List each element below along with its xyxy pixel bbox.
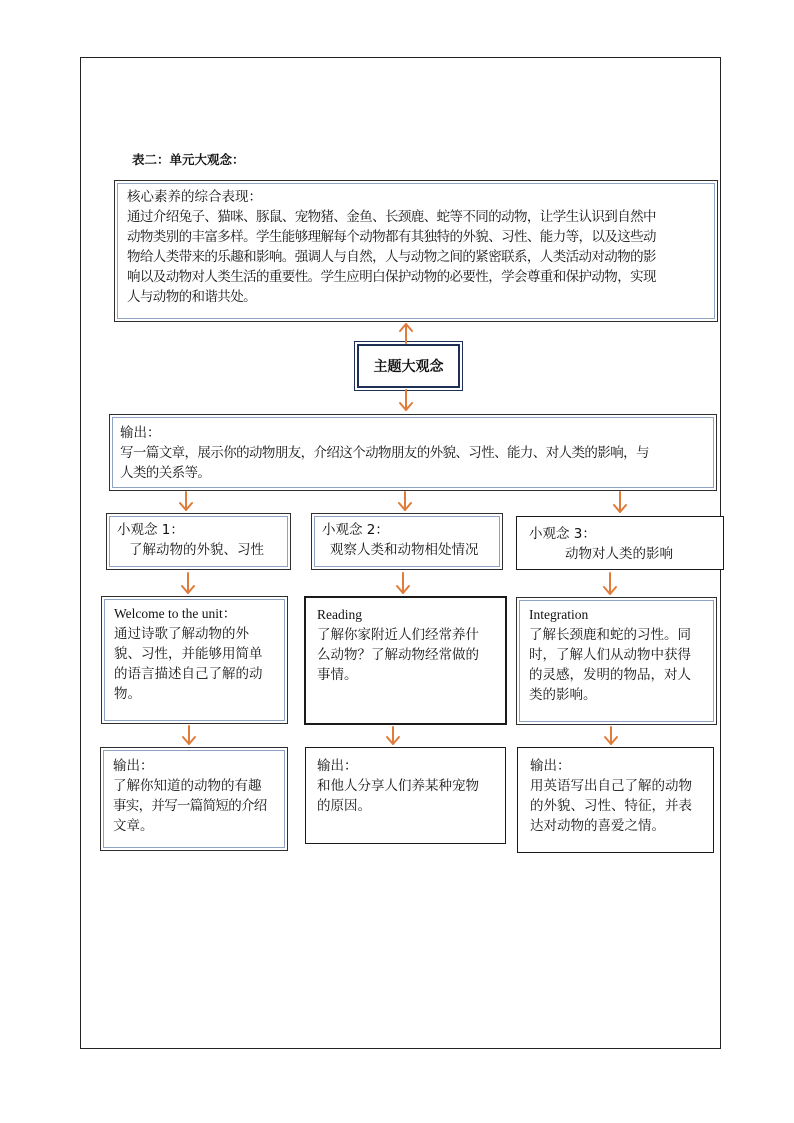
- table-heading: 表二：单元大观念：: [132, 152, 245, 167]
- lesson-title: Welcome to the unit：: [114, 606, 237, 621]
- unit-output-box: [109, 414, 717, 491]
- small-idea-text: 动物对人类的影响: [565, 546, 673, 562]
- lesson-box-welcome: [101, 596, 288, 724]
- lesson-line: 的灵感，发明的物品，对人: [529, 667, 691, 683]
- output-box-3: [517, 747, 714, 853]
- lesson-line: 了解长颈鹿和蛇的习性。同: [529, 627, 691, 643]
- output-line: 的原因。: [317, 798, 371, 814]
- small-idea-2-box: [311, 513, 503, 570]
- unit-output-label: 输出：: [120, 425, 161, 441]
- lesson-line: 通过诗歌了解动物的外: [114, 626, 249, 642]
- small-idea-text: 观察人类和动物相处情况: [330, 542, 479, 558]
- core-line: 物给人类带来的乐趣和影响。强调人与自然，人与动物之间的紧密联系，人类活动对动物的影: [127, 249, 656, 265]
- lesson-title: Reading: [317, 607, 362, 622]
- lesson-title: Integration: [529, 607, 589, 622]
- output-line: 和他人分享人们养某种宠物: [317, 778, 479, 794]
- core-line: 通过介绍兔子、猫咪、豚鼠、宠物猪、金鱼、长颈鹿、蛇等不同的动物，让学生认识到自然中: [127, 209, 656, 225]
- output-label: 输出：: [317, 758, 358, 774]
- lesson-line: 貌、习性，并能够用简单: [114, 646, 263, 662]
- output-label: 输出：: [530, 758, 571, 774]
- core-line: 动物类别的丰富多样。学生能够理解每个动物都有其独特的外貌、习性、能力等，以及这些动: [127, 229, 656, 245]
- lesson-box-integration: [516, 597, 717, 725]
- small-idea-label: 小观念 1：: [117, 522, 184, 538]
- output-line: 事实，并写一篇简短的介绍: [113, 798, 267, 814]
- output-line: 文章。: [113, 818, 154, 834]
- core-line: 人与动物的和谐共处。: [127, 289, 256, 305]
- core-competency-box: [114, 180, 718, 322]
- output-line: 的外貌、习性、特征，并表: [530, 798, 692, 814]
- small-idea-3-box: [516, 516, 724, 570]
- lesson-line: 物。: [114, 686, 141, 702]
- lesson-line: 事情。: [317, 667, 358, 683]
- theme-big-idea-text: 主题大观念: [373, 359, 444, 375]
- lesson-line: 类的影响。: [529, 687, 597, 703]
- lesson-box-reading: [304, 596, 507, 725]
- output-line: 达对动物的喜爱之情。: [530, 818, 665, 834]
- small-idea-label: 小观念 2：: [322, 522, 389, 538]
- output-line: 了解你知道的动物的有趣: [113, 778, 262, 794]
- unit-output-line: 写一篇文章，展示你的动物朋友，介绍这个动物朋友的外貌、习性、能力、对人类的影响，与: [120, 445, 649, 461]
- lesson-line: 了解你家附近人们经常养什: [317, 627, 479, 643]
- lesson-line: 么动物？了解动物经常做的: [317, 647, 479, 663]
- small-idea-text: 了解动物的外貌、习性: [129, 542, 264, 558]
- lesson-line: 的语言描述自己了解的动: [114, 666, 263, 682]
- core-competency-label: 核心素养的综合表现：: [127, 189, 262, 205]
- unit-output-line: 人类的关系等。: [120, 465, 211, 481]
- theme-big-idea-box: [357, 344, 460, 388]
- core-line: 响以及动物对人类生活的重要性。学生应明白保护动物的必要性，学会尊重和保护动物，实现: [127, 269, 656, 285]
- lesson-line: 时，了解人们从动物中获得: [529, 647, 691, 663]
- small-idea-1-box: [106, 513, 291, 570]
- output-label: 输出：: [113, 758, 154, 774]
- output-box-1: [100, 747, 288, 851]
- output-box-2: [305, 747, 506, 844]
- small-idea-label: 小观念 3：: [529, 526, 596, 542]
- output-line: 用英语写出自己了解的动物: [530, 778, 692, 794]
